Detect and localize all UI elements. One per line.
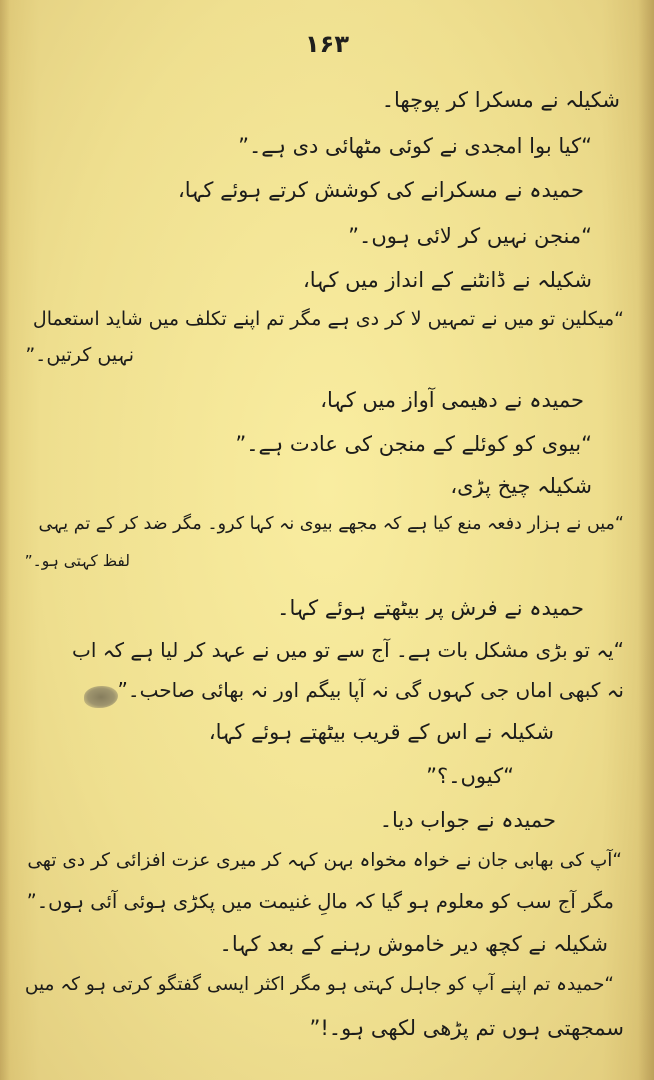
text-line: حمیدہ نے مسکرانے کی کوشش کرتے ہوئے کہا، [177,178,584,202]
page-number: ۱۶۳ [305,30,349,58]
page-binding-shadow [638,0,654,1080]
text-line: شکیلہ نے مسکرا کر پوچھا۔ [381,88,620,112]
text-line: “یہ تو بڑی مشکل بات ہے۔ آج سے تو میں نے عہد کر لیا ہے کہ اب [71,638,624,662]
text-line: حمیدہ نے دھیمی آواز میں کہا، [320,388,584,412]
text-line: حمیدہ نے فرش پر بیٹھتے ہوئے کہا۔ [277,596,584,620]
text-line: مگر آج سب کو معلوم ہو گیا کہ مالِ غنیمت میں پکڑی ہوئی آئی ہوں۔” [26,890,614,913]
text-line: “میں نے ہزار دفعہ منع کیا ہے کہ مجھے بیوی نہ کہا کرو۔ مگر ضد کر کے تم یہی [38,514,624,534]
text-line: شکیلہ نے کچھ دیر خاموش رہنے کے بعد کہا۔ [219,932,608,956]
text-line: نہیں کرتیں۔” [25,344,134,366]
text-line: “بیوی کو کوئلے کے منجن کی عادت ہے۔” [235,432,592,456]
text-line: حمیدہ نے جواب دیا۔ [379,808,556,832]
text-line: سمجھتی ہوں تم پڑھی لکھی ہو۔!” [309,1016,624,1040]
text-line: “منجن نہیں کر لائی ہوں۔” [348,224,592,248]
ink-blot [84,686,118,708]
text-line: “کیوں۔؟” [426,764,514,788]
text-line: “آپ کی بھابی جان نے خواہ مخواہ بہن کہہ کر میری عزت افزائی کر دی تھی [27,850,622,871]
text-line: نہ کبھی اماں جی کہوں گی نہ آپا بیگم اور نہ بھائی صاحب۔” [117,678,624,702]
text-line: “میکلین تو میں نے تمہیں لا کر دی ہے مگر تم اپنے تکلف میں شاید استعمال [32,308,624,330]
text-line: شکیلہ نے ڈانٹنے کے انداز میں کہا، [302,268,592,292]
text-line: “حمیدہ تم اپنے آپ کو جاہل کہتی ہو مگر اکثر ایسی گفتگو کرتی ہو کہ میں [24,974,614,995]
page-left-edge-shadow [0,0,10,1080]
text-line: شکیلہ نے اس کے قریب بیٹھتے ہوئے کہا، [208,720,554,744]
text-line: “کیا بوا امجدی نے کوئی مٹھائی دی ہے۔” [238,134,592,158]
text-line: لفظ کہتی ہو۔” [24,552,130,570]
text-line: شکیلہ چیخ پڑی، [450,474,592,498]
